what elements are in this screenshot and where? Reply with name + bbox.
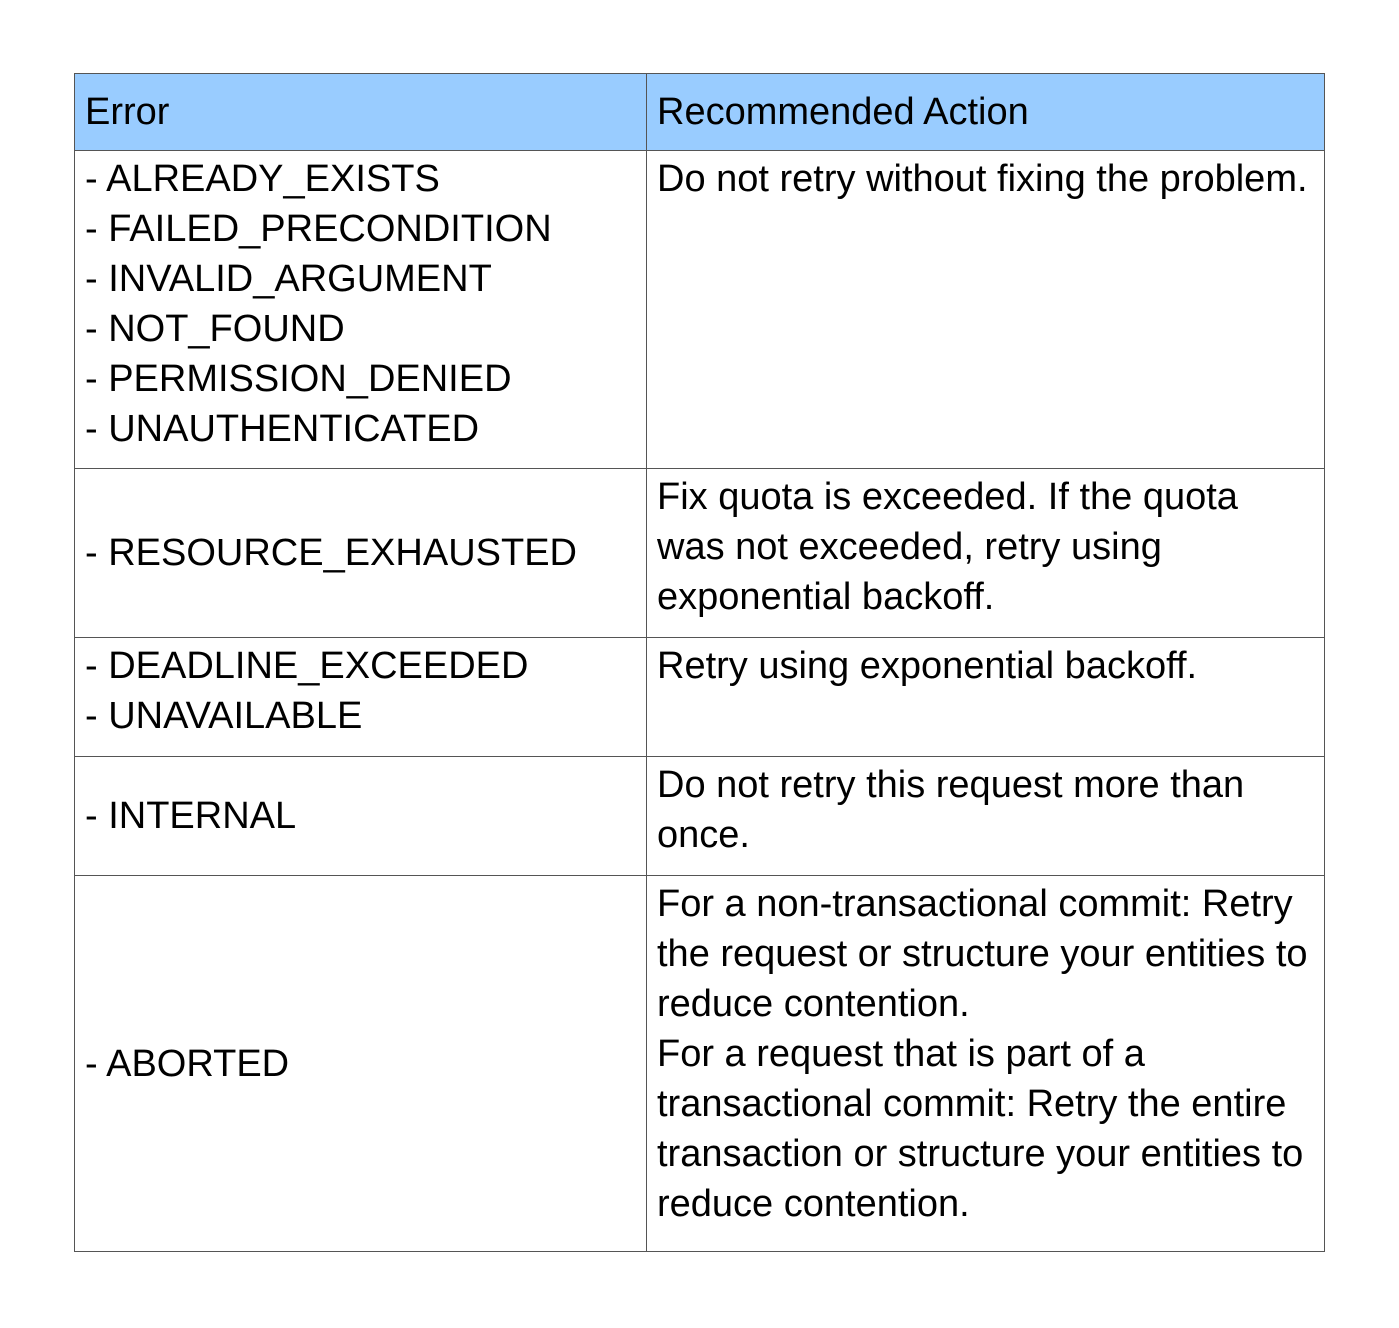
header-row [75, 74, 1325, 151]
action-text: Retry using exponential backoff. [657, 645, 1198, 687]
error-code: - NOT_FOUND [85, 308, 345, 350]
action-cell [647, 469, 1325, 638]
error-code: - UNAVAILABLE [85, 695, 363, 737]
action-cell [647, 876, 1325, 1252]
error-code: - RESOURCE_EXHAUSTED [85, 532, 577, 574]
error-cell [75, 638, 647, 757]
error-action-table [74, 73, 1325, 1252]
error-code: - UNAUTHENTICATED [85, 408, 480, 450]
action-cell [647, 151, 1325, 469]
action-text: For a non-transactional commit: Retry the request or structure your entities to reduce contention. [657, 883, 1308, 1025]
error-code: - FAILED_PRECONDITION [85, 208, 552, 250]
header-recommended-action: Recommended Action [647, 74, 1325, 151]
error-code: - ALREADY_EXISTS [85, 158, 440, 200]
error-code: - DEADLINE_EXCEEDED [85, 645, 529, 687]
action-text: Do not retry this request more than once. [657, 764, 1245, 856]
error-cell [75, 757, 647, 876]
table-row [75, 757, 1325, 876]
action-text: Fix quota is exceeded. If the quota was not exceeded, retry using exponential backoff. [657, 476, 1238, 618]
action-cell [647, 757, 1325, 876]
table-row [75, 469, 1325, 638]
error-code: - INVALID_ARGUMENT [85, 258, 492, 300]
action-text: Do not retry without fixing the problem. [657, 158, 1308, 200]
table-row [75, 876, 1325, 1252]
error-code: - ABORTED [85, 1042, 290, 1085]
error-cell [75, 876, 647, 1252]
header-error: Error [75, 74, 647, 151]
table-row [75, 151, 1325, 469]
table-row [75, 638, 1325, 757]
error-cell [75, 151, 647, 469]
error-code: - INTERNAL [85, 795, 297, 837]
error-code: - PERMISSION_DENIED [85, 358, 512, 400]
error-cell [75, 469, 647, 638]
action-cell [647, 638, 1325, 757]
action-text: For a request that is part of a transactional commit: Retry the entire transaction or structure your entities to reduce contention. [657, 1033, 1304, 1225]
